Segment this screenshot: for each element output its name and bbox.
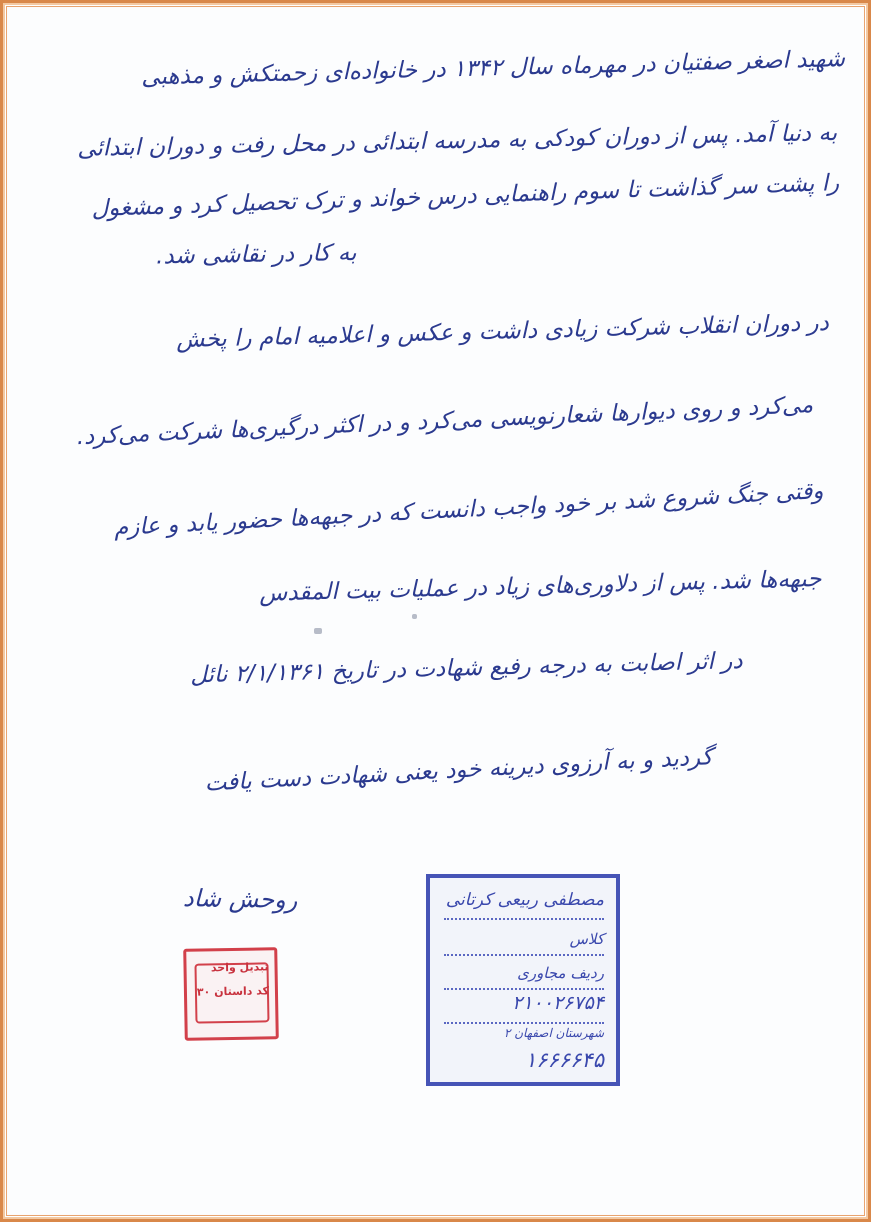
blue-stamp-name: مصطفی ربیعی کرتانی [445, 890, 604, 910]
red-stamp-line-1: تبدیل واحد [210, 960, 269, 975]
blue-stamp-rule [444, 918, 604, 921]
blue-stamp-city: شهرستان اصفهان ۲ [503, 1026, 604, 1040]
red-stamp-line-2: کد داستان ۳۰ [196, 984, 270, 999]
blue-stamp-number-2: ۱۶۶۶۶۴۵ [525, 1048, 604, 1072]
blue-stamp-line-2: کلاس [569, 930, 604, 948]
blue-stamp-line-3: ردیف مجاوری [517, 964, 604, 982]
blue-stamp-rule [444, 954, 604, 957]
handwritten-line-4: به کار در نقاشی شد. [156, 240, 358, 270]
blue-stamp-rule [444, 988, 604, 991]
signature-text: روحش شاد [182, 884, 298, 914]
handwritten-line-7: وقتی جنگ شروع شد بر خود واجب دانست که در جبهه‌ها حضور یابد و عازم [112, 478, 824, 542]
blue-stamp [426, 874, 620, 1086]
handwritten-line-9: در اثر اصابت به درجه رفیع شهادت در تاریخ ۲/۱/۱۳۶۱ نائل [190, 648, 744, 689]
handwritten-line-3: را پشت سر گذاشت تا سوم راهنمایی درس خواند و ترک تحصیل کرد و مشغول [90, 170, 840, 223]
handwritten-line-2: به دنیا آمد. پس از دوران کودکی به مدرسه ابتدائی در محل رفت و دوران ابتدائی [76, 120, 838, 162]
letter-page [8, 8, 863, 1214]
ink-smudge [314, 628, 322, 634]
red-stamp [183, 947, 279, 1041]
handwritten-line-8: جبهه‌ها شد. پس از دلاوری‌های زیاد در عملیات بیت المقدس [258, 566, 822, 607]
handwritten-line-10: گردید و به آرزوی دیرینه خود یعنی شهادت دست یافت [204, 744, 714, 797]
blue-stamp-rule [444, 1022, 604, 1025]
blue-stamp-number-1: ۲۱۰۰۲۶۷۵۴ [512, 992, 604, 1014]
ink-smudge [412, 614, 417, 619]
handwritten-line-1: شهید اصغر صفتیان در مهرماه سال ۱۳۴۲ در خانواده‌ای زحمتکش و مذهبی [140, 46, 846, 91]
handwritten-line-5: در دوران انقلاب شرکت زیادی داشت و عکس و اعلامیه امام را پخش [176, 310, 830, 354]
handwritten-line-6: می‌کرد و روی دیوارها شعارنویسی می‌کرد و در اکثر درگیری‌ها شرکت می‌کرد. [75, 392, 814, 451]
